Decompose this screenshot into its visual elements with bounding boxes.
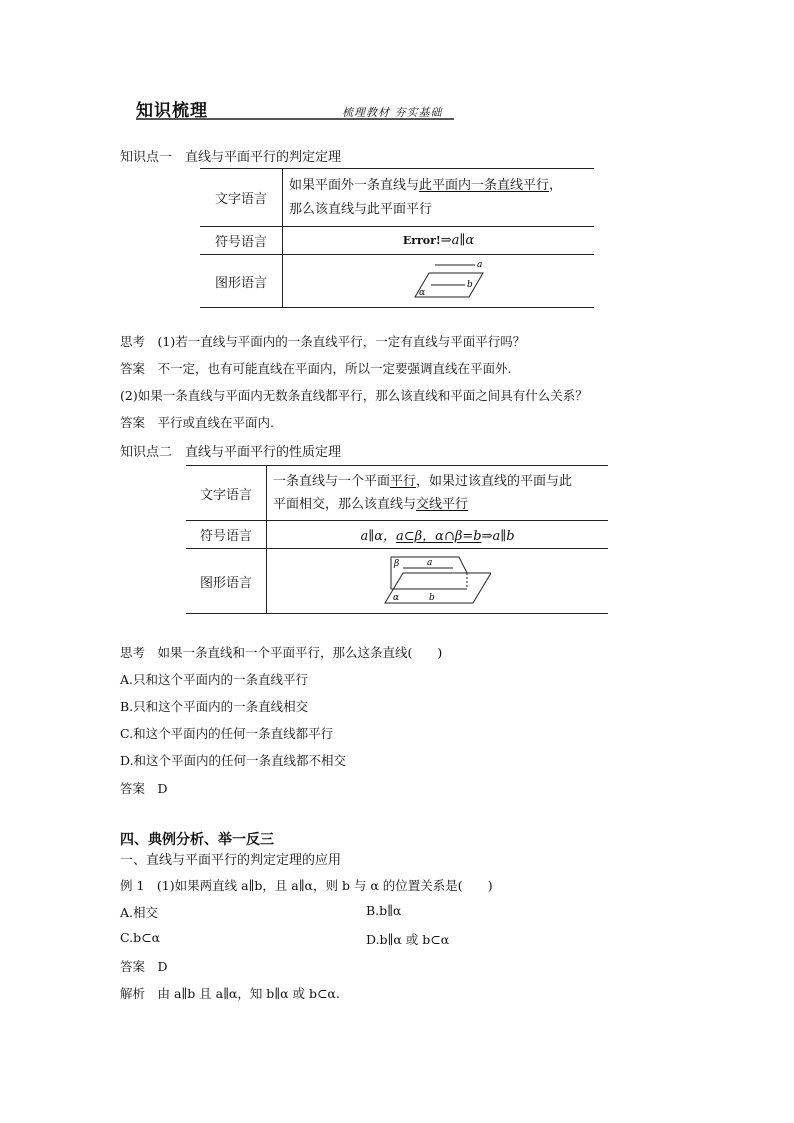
kp2-text-c: ，如果过该直线的平面与此 xyxy=(416,474,573,489)
kp1-text-c: ， xyxy=(549,177,563,193)
kp1-row-text xyxy=(200,169,594,227)
kp1-symbol-result: ⇒a∥α xyxy=(440,233,475,248)
kp1-table xyxy=(200,168,594,308)
kp2-text-e: 交线平行 xyxy=(416,497,469,512)
kp2-label-beta: β xyxy=(394,559,400,569)
kp2-figure-cell xyxy=(267,549,609,614)
kp1-label-a: a xyxy=(477,260,483,270)
example1-option-d: D.b∥α 或 b⊂α xyxy=(366,932,450,947)
kp1-text-d: 那么该直线与此平面平行 xyxy=(289,201,433,217)
kp2-text-d: 平面相交，那么该直线与 xyxy=(273,497,417,512)
kp2-row-figure xyxy=(186,549,608,614)
kp1-symbol-label: 符号语言 xyxy=(200,227,283,255)
kp1-row-figure xyxy=(200,255,594,308)
think2-question: 思考 如果一条直线和一个平面平行，那么这条直线( ) xyxy=(120,645,443,660)
think1-question1: 思考 (1)若一直线与平面内的一条直线平行，一定有直线与平面平行吗？ xyxy=(120,334,526,349)
kp1-figure-label: 图形语言 xyxy=(200,255,283,308)
heading-tagline: 梳理教材 夯实基础 xyxy=(342,106,443,119)
kp2-symbol-c: ⇒a∥b xyxy=(481,529,515,544)
kp2-title: 知识点二 直线与平面平行的性质定理 xyxy=(120,445,342,460)
kp2-text-content xyxy=(267,466,609,521)
think1-answer2: 答案 平行或直线在平面内. xyxy=(120,415,274,430)
kp1-label-alpha: α xyxy=(419,288,426,298)
example1-analysis: 解析 由 a∥b 且 a∥α，知 b∥α 或 b⊂α. xyxy=(120,986,340,1001)
kp2-plane-alpha xyxy=(385,573,491,603)
kp2-text-b: 平行 xyxy=(390,474,417,489)
kp1-figure xyxy=(405,259,505,303)
kp1-text-content xyxy=(283,169,595,227)
kp2-row-symbol xyxy=(186,521,608,549)
example1-answer: 答案 D xyxy=(120,959,168,974)
kp1-text-b: 此平面内一条直线平行 xyxy=(419,177,550,193)
kp1-symbol-content xyxy=(283,227,595,255)
kp1-symbol-error: Error! xyxy=(402,234,441,247)
kp2-text-a: 一条直线与一个平面 xyxy=(273,474,391,489)
kp2-beta-right xyxy=(459,557,467,573)
think2-option-d: D.和这个平面内的任何一条直线都不相交 xyxy=(120,753,347,768)
kp2-symbol-content xyxy=(267,521,609,549)
think1-question2: (2)如果一条直线与平面内无数条直线都平行，那么该直线和平面之间具有什么关系？ xyxy=(120,388,588,403)
kp2-label-b: b xyxy=(429,593,435,603)
section4-title: 四、典例分析、举一反三 xyxy=(120,832,274,848)
kp2-figure-label: 图形语言 xyxy=(186,549,267,614)
example1-option-b: B.b∥α xyxy=(366,903,402,918)
kp2-symbol-a: a∥α， xyxy=(360,529,396,544)
kp1-label-b: b xyxy=(467,280,473,290)
think1-answer1: 答案 不一定，也有可能直线在平面内，所以一定要强调直线在平面外. xyxy=(120,361,512,376)
think2-option-a: A.只和这个平面内的一条直线平行 xyxy=(120,672,309,687)
kp2-label-alpha: α xyxy=(393,593,400,603)
kp2-text-label: 文字语言 xyxy=(186,466,267,521)
think2-answer: 答案 D xyxy=(120,781,168,796)
section4-subtitle: 一、直线与平面平行的判定定理的应用 xyxy=(120,853,342,868)
example1-option-a: A.相交 xyxy=(120,905,159,920)
kp1-text-a: 如果平面外一条直线与 xyxy=(289,177,420,193)
example1-option-c: C.b⊂α xyxy=(120,930,161,945)
think2-option-c: C.和这个平面内的任何一条直线都平行 xyxy=(120,726,334,741)
kp1-figure-cell xyxy=(283,255,595,308)
kp2-table xyxy=(186,465,608,614)
think2-option-b: B.只和这个平面内的一条直线相交 xyxy=(120,699,309,714)
kp1-text-label: 文字语言 xyxy=(200,169,283,227)
section-heading: 知识梳理 xyxy=(136,101,208,121)
kp1-title: 知识点一 直线与平面平行的判定定理 xyxy=(120,150,342,165)
kp1-row-symbol xyxy=(200,227,594,255)
kp2-row-text xyxy=(186,466,608,521)
kp2-symbol-b: a⊂β，α∩β=b xyxy=(396,529,482,544)
kp2-symbol-label: 符号语言 xyxy=(186,521,267,549)
kp2-label-a: a xyxy=(427,558,433,568)
example1-question: 例 1 (1)如果两直线 a∥b，且 a∥α，则 b 与 α 的位置关系是( ) xyxy=(120,878,493,893)
kp2-figure xyxy=(381,553,491,609)
